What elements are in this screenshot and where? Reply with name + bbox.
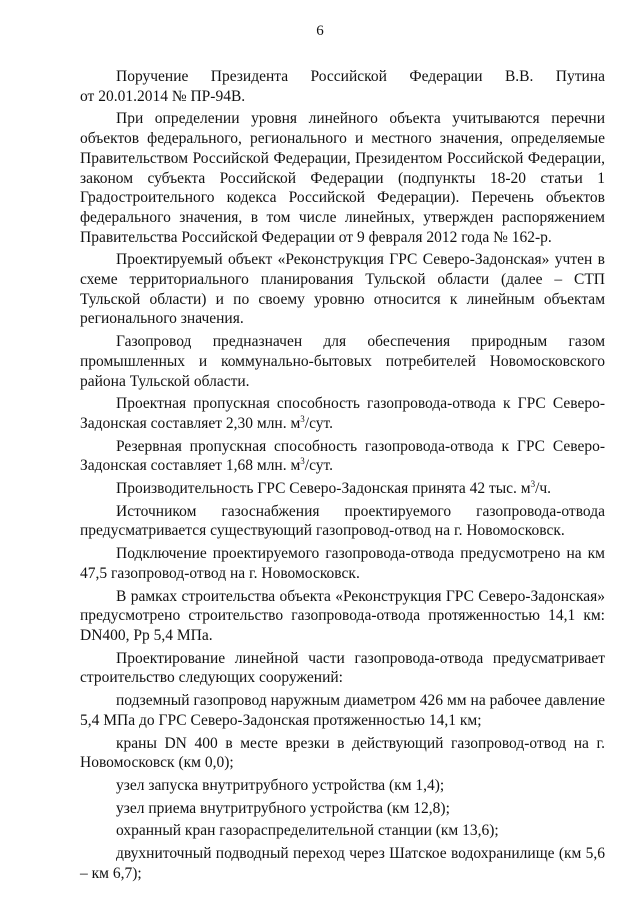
list-item: краны DN 400 в месте врезки в действующий газопровод-отвод на г. Новомосковск (км 0,0);: [80, 734, 605, 772]
list-item: подземный газопровод наружным диаметром 426 мм на рабочее давление 5,4 МПа до ГРС Северо-Задонская протяженностью 14,1 км;: [80, 692, 605, 729]
list-item: узел приема внутритрубного устройства (км 12,8);: [116, 799, 450, 817]
list-item: двухниточный подводный переход через Шатское водохранилище (км 5,6 – км 6,7);: [80, 845, 605, 882]
paragraph-text: Проектная пропускная способность газопровода-отвода к ГРС Северо-Задонская составляет 2,30 млн. м: [80, 395, 605, 432]
page-number: 6: [316, 23, 324, 39]
paragraph-capacity: [80, 394, 605, 433]
paragraph: При определении уровня линейного объекта учитываются перечни объектов федерального, регионального и местного значения, определяемые Правительством Российской Федерации, Президентом Российской Федерации, законом субъекта Российской Федерации (подпункты 18-20 статьи 1 Градостроительного кодекса Российской Федерации). Перечень объектов федерального значения, в том числе линейных, утвержден распоряжением Правительства Российской Федерации от 9 февраля 2012 года № 162-р.: [80, 110, 605, 246]
paragraph-reserve-capacity: [80, 437, 605, 476]
list-item: охранный кран газораспределительной станции (км 13,6);: [116, 822, 499, 840]
paragraph: Проектирование линейной части газопровода-отвода предусматривает строительство следующих сооружений:: [80, 649, 605, 687]
paragraph-text: /сут.: [304, 414, 333, 432]
paragraph: Газопровод предназначен для обеспечения природным газом промышленных и коммунально-бытовых потребителей Новомосковского района Тульской области.: [80, 333, 605, 390]
paragraph: Подключение проектируемого газопровода-отвода предусмотрено на км 47,5 газопровод-отвод на г. Новомосковск.: [80, 545, 605, 582]
paragraph-line: Поручение Президента Российской Федерации В.В. Путина: [116, 68, 605, 85]
document-body: [80, 67, 605, 886]
paragraph-line: от 20.01.2014 № ПР-94В.: [80, 87, 246, 105]
superscript: 3: [300, 456, 305, 467]
paragraph-instruction: [80, 67, 605, 106]
paragraph: В рамках строительства объекта «Реконструкция ГРС Северо-Задонская» предусмотрено строительство газопровода-отвода протяженностью 14,1 км: DN400, Рр 5,4 МПа.: [80, 587, 605, 644]
paragraph-text: Производительность ГРС Северо-Задонская принята 42 тыс. м: [116, 480, 531, 498]
paragraph-text: Резервная пропускная способность газопровода-отвода к ГРС Северо-Задонская составляет 1,68 млн. м: [80, 437, 605, 475]
paragraph-text: /ч.: [535, 480, 552, 498]
list-item: узел запуска внутритрубного устройства (км 1,4);: [116, 776, 445, 794]
paragraph-productivity: [80, 479, 605, 499]
paragraph: Проектируемый объект «Реконструкция ГРС Северо-Задонская» учтен в схеме территориального планирования Тульской области (далее – СТП Тульской области) и по своему уровню относится к линейным объектам регионального значения.: [80, 251, 605, 328]
paragraph: Источником газоснабжения проектируемого газопровода-отвода предусматривается существующий газопровод-отвод на г. Новомосковск.: [80, 502, 605, 540]
superscript: 3: [530, 478, 536, 489]
paragraph-text: /сут.: [304, 457, 333, 475]
superscript: 3: [300, 413, 305, 424]
